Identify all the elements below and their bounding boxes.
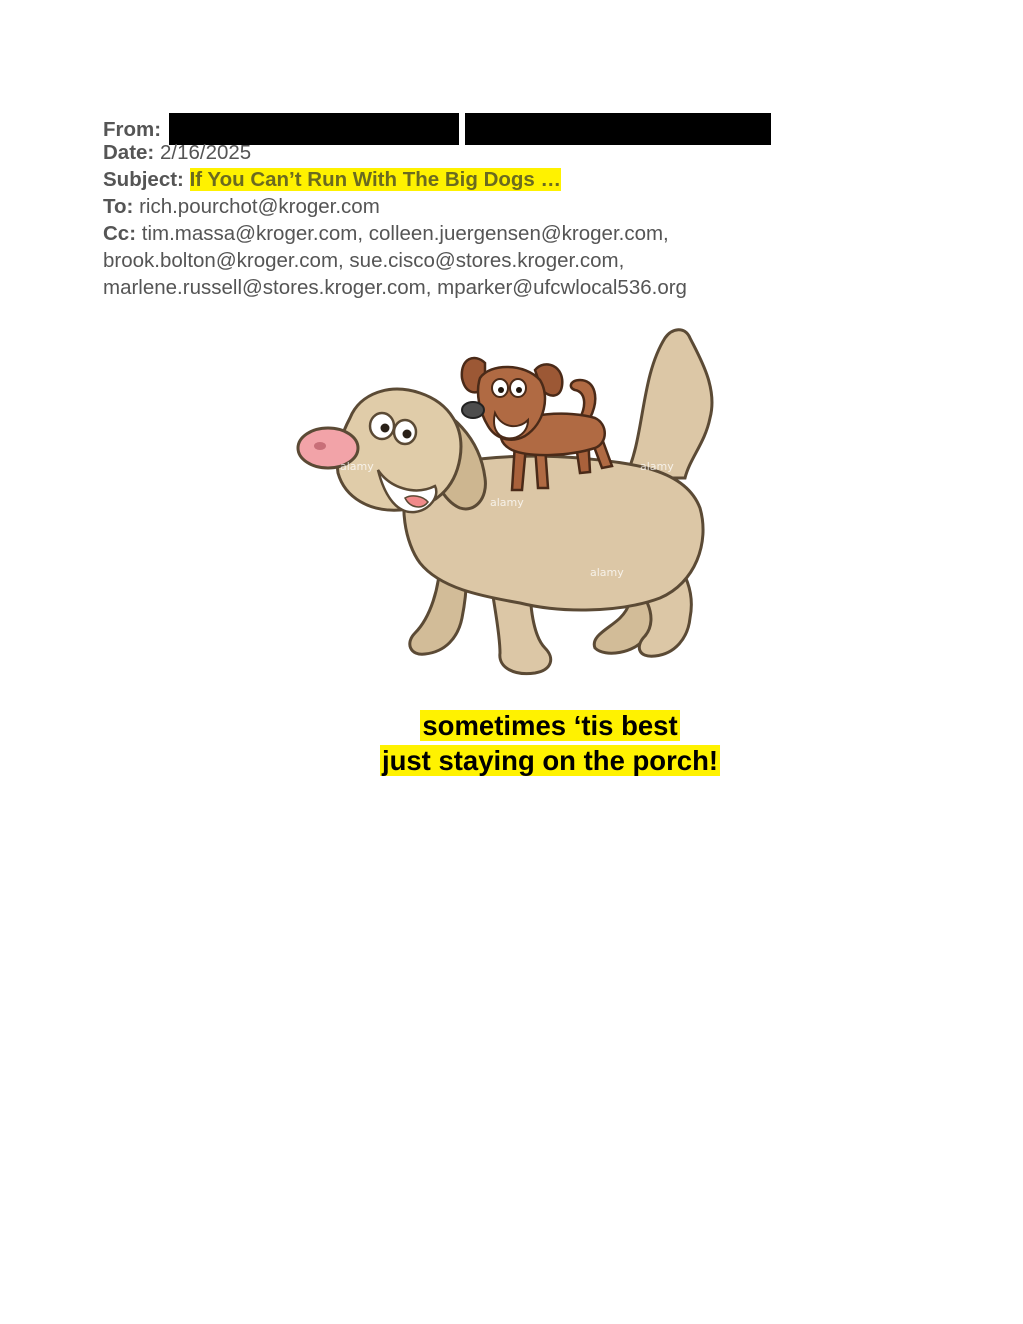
watermark-text: alamy: [490, 496, 524, 509]
caption-line-1: sometimes ‘tis best: [422, 710, 678, 741]
dogs-illustration-icon: [290, 318, 730, 688]
big-dog-tail: [625, 330, 712, 478]
cc-value-line-2: brook.bolton@kroger.com, sue.cisco@stores.kroger.com,: [103, 249, 625, 272]
subject-value: If You Can’t Run With The Big Dogs …: [189, 168, 562, 191]
small-dog-tail: [571, 380, 595, 418]
cc-value-line-1: tim.massa@kroger.com, colleen.juergensen@kroger.com,: [141, 222, 669, 245]
redaction-box: [465, 113, 771, 145]
caption: [330, 708, 770, 778]
caption-line-2: just staying on the porch!: [381, 745, 719, 776]
date-label: Date:: [103, 141, 155, 164]
cc-value-line-3: marlene.russell@stores.kroger.com, mparker@ufcwlocal536.org: [103, 276, 687, 299]
big-dog-pupil: [381, 424, 390, 433]
to-label: To:: [103, 195, 134, 218]
from-label: From:: [103, 118, 162, 141]
date-value: 2/16/2025: [159, 141, 252, 164]
cc-label: Cc:: [103, 222, 137, 245]
subject-row: [103, 166, 803, 193]
to-value: rich.pourchot@kroger.com: [139, 195, 380, 218]
subject-label: Subject:: [103, 168, 184, 191]
big-dog-with-small-dog-on-back-illustration: [290, 318, 730, 688]
big-dog-pupil: [403, 430, 412, 439]
email-header: [103, 113, 803, 301]
cc-row: [103, 220, 803, 247]
watermark-text: alamy: [640, 460, 674, 473]
watermark-text: alamy: [590, 566, 624, 579]
watermark-text: alamy: [340, 460, 374, 473]
to-row: [103, 193, 803, 220]
small-dog-nose: [462, 402, 484, 418]
